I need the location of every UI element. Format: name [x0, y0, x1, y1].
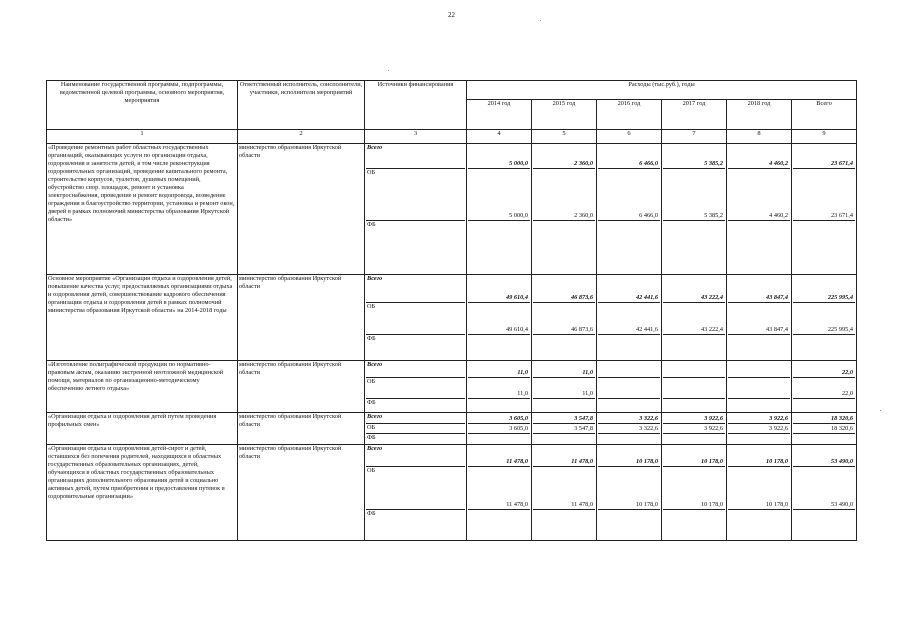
table-row: [47, 413, 857, 445]
total-value: 11 478,0: [571, 457, 593, 465]
row-sources: [365, 144, 467, 275]
row-responsible: министерство образования Иркутской области: [238, 144, 365, 275]
source-fb-label: ФБ: [367, 399, 376, 406]
source-total-label: Всего: [366, 144, 465, 169]
column-number: 7: [662, 130, 727, 144]
budget-table: [46, 80, 857, 541]
total-value: 10 178,0: [700, 457, 723, 465]
row-values-cell: [532, 445, 597, 541]
row-name: «Организация отдыха и оздоровления детей путем проведения профильных смен»: [47, 413, 238, 445]
ob-value: 11,0: [582, 389, 593, 397]
ob-value: 42 441,6: [635, 325, 658, 333]
source-fb-label: ФБ: [367, 335, 376, 342]
total-value: 3 547,8: [574, 414, 593, 422]
ob-value: 10 178,0: [635, 500, 658, 508]
ob-value: 3 922,6: [704, 424, 723, 432]
header-name: Наименование государственной программы, подпрограммы, ведомственной целевой программы, основного мероприятия, мероприятия: [47, 81, 238, 130]
total-value: 22,0: [842, 368, 854, 376]
row-sources: [365, 361, 467, 413]
row-values-cell: [597, 361, 662, 413]
row-values-cell: [662, 361, 727, 413]
total-value: 3 605,0: [509, 414, 528, 422]
ob-value: 11,0: [517, 389, 528, 397]
header-year-total: Всего: [792, 100, 857, 130]
row-sources: [365, 275, 467, 361]
table-row: [47, 144, 857, 275]
source-fb-label: ФБ: [367, 434, 376, 441]
row-values-cell: [597, 144, 662, 275]
row-values-cell: [727, 361, 792, 413]
column-number: 4: [467, 130, 532, 144]
ob-value: 3 605,0: [509, 424, 528, 432]
row-values-cell: [597, 275, 662, 361]
source-ob-label: ОБ: [366, 303, 465, 335]
column-number: 2: [238, 130, 365, 144]
row-name: Основное мероприятие «Организация отдыха и оздоровления детей, повышение качества услуг, предоставляемых организациями отдыха и оздоровления детей, совершенствование кадрового обеспечения организации отдыха и оздоровления детей в рамках полномочий министерства образования Иркутской области» на 2014-2018 годы: [47, 275, 238, 361]
ob-value: 10 178,0: [700, 500, 723, 508]
ob-value: 5 000,0: [509, 211, 528, 219]
row-values-cell: [467, 361, 532, 413]
ob-value: 43 222,4: [700, 325, 723, 333]
header-expenses: Расходы (тыс.руб.), годы: [467, 81, 857, 100]
row-values-cell: [597, 413, 662, 445]
row-values-cell: [727, 445, 792, 541]
total-value: 11 478,0: [506, 457, 528, 465]
row-values-cell: [532, 144, 597, 275]
row-responsible: министерство образования Иркутской области: [238, 275, 365, 361]
row-values-cell: [597, 445, 662, 541]
ob-value: 3 922,6: [769, 424, 788, 432]
row-name: «Организация отдыха и оздоровления детей-сирот и детей, оставшихся без попечения родителей, находящихся в областных государственных образовательных организациях, детей, обучающихся в областных государственных образовательных организациях дополнительного образования детей и социально активных детей, путем приобретения и предоставления путевок в оздоровительные организации»: [47, 445, 238, 541]
header-year: 2015 год: [532, 100, 597, 130]
column-number: 1: [47, 130, 238, 144]
row-name: «Проведение ремонтных работ областных государственных организаций, оказывающих услуги по организации отдыха, оздоровления и занятости детей, в том числе реконструкция оздоровительных организаций, проведение капитального ремонта, строительство корпусов, туалетов, душевых помещений, обустройство спор. площадок, ремонт и установка электроснабжения, проведение и ремонт водопровода, возведение ограждения и благоустройство территории, установка и ремонт окон, дверей в рамках полномочий министерства образования Иркутской области»: [47, 144, 238, 275]
source-ob-label: ОБ: [366, 467, 465, 510]
total-value: 11,0: [517, 368, 528, 376]
row-values-cell: [792, 413, 857, 445]
ob-value: 6 466,0: [639, 211, 658, 219]
header-source: Источники финансирования: [365, 81, 467, 130]
ob-value: 22,0: [842, 389, 854, 397]
total-value: 49 610,4: [505, 293, 528, 301]
ob-value: 4 460,2: [769, 211, 788, 219]
total-value: 3 922,6: [769, 414, 788, 422]
total-value: 4 460,2: [769, 159, 788, 167]
total-value: 43 847,4: [765, 293, 788, 301]
ob-value: 11 478,0: [571, 500, 593, 508]
header-year: 2018 год: [727, 100, 792, 130]
row-sources: [365, 445, 467, 541]
ob-value: 49 610,4: [505, 325, 528, 333]
row-values-cell: [792, 445, 857, 541]
ob-value: 23 671,4: [831, 211, 854, 219]
total-value: 10 178,0: [635, 457, 658, 465]
row-values-cell: [727, 144, 792, 275]
row-values-cell: [792, 275, 857, 361]
ob-value: 225 995,4: [827, 325, 854, 333]
source-total-label: Всего: [366, 275, 465, 303]
ob-value: 3 547,8: [574, 424, 593, 432]
header-responsible: Ответственный исполнитель, соисполнители, участники, исполнители мероприятий: [238, 81, 365, 130]
total-value: 2 360,0: [574, 159, 593, 167]
ob-value: 53 490,0: [831, 500, 854, 508]
page-number: 22: [448, 11, 455, 19]
source-total-label: Всего: [366, 361, 465, 378]
header-year: 2016 год: [597, 100, 662, 130]
total-value: 53 490,0: [831, 457, 854, 465]
total-value: 11,0: [582, 368, 593, 376]
ob-value: 46 873,6: [570, 325, 593, 333]
total-value: 6 466,0: [639, 159, 658, 167]
row-values-cell: [532, 413, 597, 445]
source-total-label: Всего: [366, 445, 465, 467]
column-number: 3: [365, 130, 467, 144]
row-values-cell: [662, 275, 727, 361]
column-number: 8: [727, 130, 792, 144]
source-ob-label: ОБ: [366, 424, 465, 434]
total-value: 18 320,6: [831, 414, 854, 422]
source-ob-label: ОБ: [366, 378, 465, 399]
row-values-cell: [792, 144, 857, 275]
row-values-cell: [727, 275, 792, 361]
row-values-cell: [532, 361, 597, 413]
row-values-cell: [662, 445, 727, 541]
column-number: 9: [792, 130, 857, 144]
total-value: 5 385,2: [704, 159, 723, 167]
table-row: [47, 445, 857, 541]
row-values-cell: [467, 413, 532, 445]
row-sources: [365, 413, 467, 445]
table-body: [47, 144, 857, 541]
table-row: [47, 361, 857, 413]
row-values-cell: [467, 275, 532, 361]
total-value: 3 922,6: [704, 414, 723, 422]
source-fb-label: ФБ: [367, 221, 376, 228]
ob-value: 18 320,6: [831, 424, 854, 432]
row-values-cell: [532, 275, 597, 361]
total-value: 3 322,6: [639, 414, 658, 422]
source-total-label: Всего: [366, 413, 465, 424]
source-ob-label: ОБ: [366, 169, 465, 221]
table-row: [47, 275, 857, 361]
total-value: 225 995,4: [827, 293, 854, 301]
ob-value: 43 847,4: [765, 325, 788, 333]
row-name: «Изготовление полиграфической продукции по нормативно-правовым актам, оказанию экстренной неотложной медицинской помощи, материалов по организационно-методическому обеспечению летнего отдыха»: [47, 361, 238, 413]
column-number: 6: [597, 130, 662, 144]
ob-value: 3 322,6: [639, 424, 658, 432]
total-value: 43 222,4: [700, 293, 723, 301]
row-responsible: министерство образования Иркутской области: [238, 361, 365, 413]
header-year: 2014 год: [467, 100, 532, 130]
ob-value: 2 360,0: [574, 211, 593, 219]
row-values-cell: [467, 445, 532, 541]
total-value: 42 441,6: [635, 293, 658, 301]
column-number: 5: [532, 130, 597, 144]
header-year: 2017 год: [662, 100, 727, 130]
row-values-cell: [662, 144, 727, 275]
total-value: 10 178,0: [765, 457, 788, 465]
row-values-cell: [467, 144, 532, 275]
row-values-cell: [662, 413, 727, 445]
row-responsible: министерство образования Иркутской области: [238, 445, 365, 541]
ob-value: 10 178,0: [765, 500, 788, 508]
source-fb-label: ФБ: [367, 510, 376, 517]
row-responsible: министерство образования Иркутской области: [238, 413, 365, 445]
total-value: 5 000,0: [509, 159, 528, 167]
column-numbers-row: [47, 130, 857, 144]
total-value: 46 873,6: [570, 293, 593, 301]
ob-value: 11 478,0: [506, 500, 528, 508]
row-values-cell: [792, 361, 857, 413]
row-values-cell: [727, 413, 792, 445]
ob-value: 5 385,2: [704, 211, 723, 219]
total-value: 23 671,4: [831, 159, 854, 167]
